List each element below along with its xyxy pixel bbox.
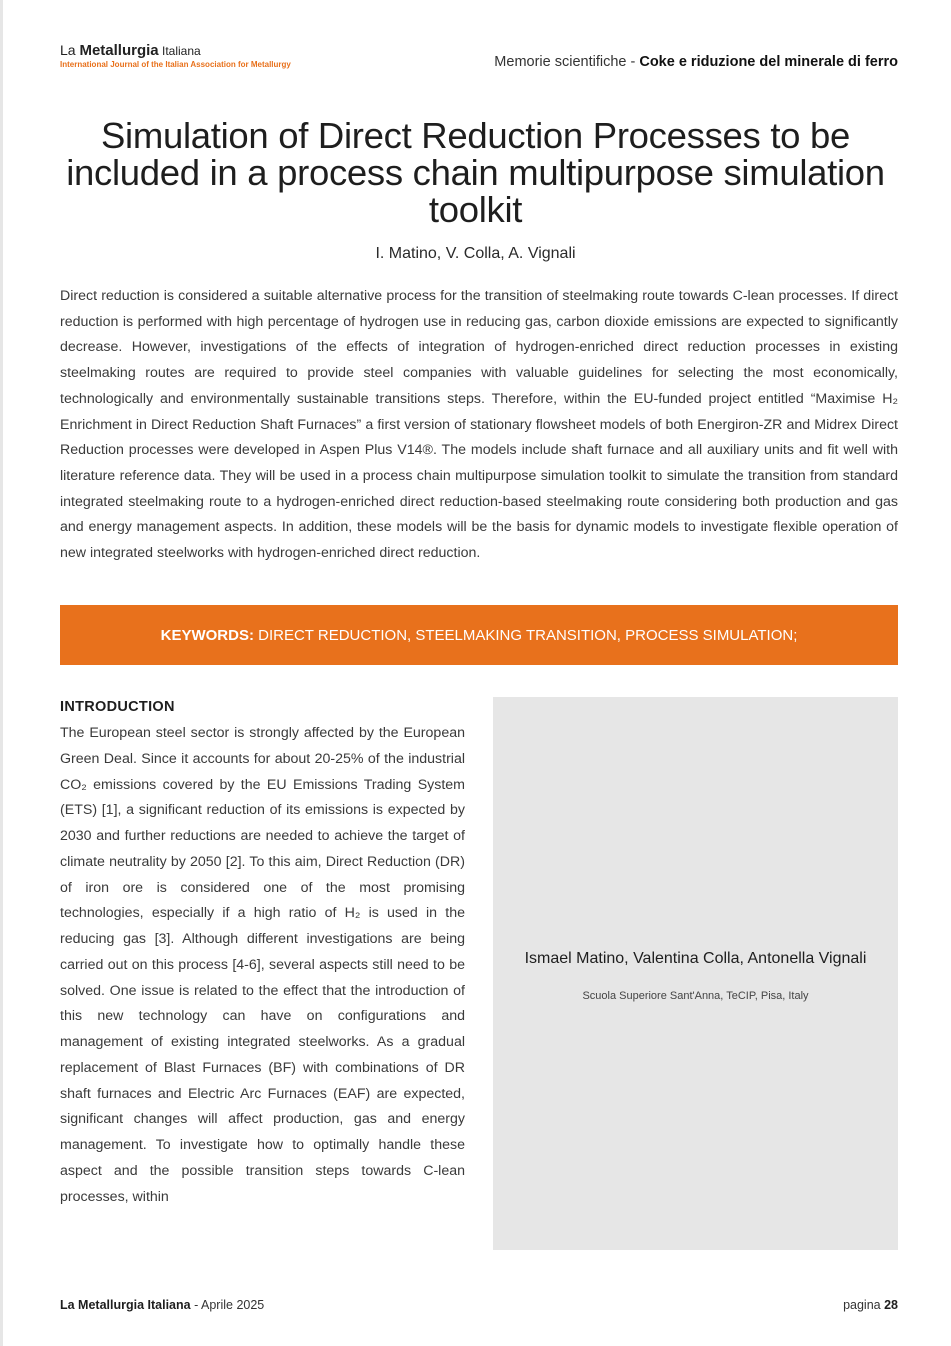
footer-issue: - Aprile 2025 — [190, 1298, 265, 1312]
author-info-panel — [493, 697, 898, 1250]
footer-page-label: pagina — [843, 1298, 885, 1312]
logo-wordmark — [60, 42, 291, 59]
footer-journal — [60, 1298, 264, 1312]
page-edge-rule — [0, 0, 3, 1346]
logo-suffix: Italiana — [158, 44, 201, 58]
logo-prefix: La — [60, 42, 80, 58]
keywords-label: KEYWORDS: — [160, 626, 254, 644]
footer-page-number: 28 — [884, 1298, 898, 1312]
section-header — [494, 54, 898, 70]
section-label: Memorie scientifiche - — [494, 54, 640, 70]
article-title: Simulation of Direct Reduction Processes to be included in a process chain multipurpose simulation toolkit — [66, 115, 885, 230]
footer-journal-name: La Metallurgia Italiana — [60, 1298, 191, 1312]
section-topic: Coke e riduzione del minerale di ferro — [639, 54, 898, 70]
keywords-text — [161, 627, 798, 644]
footer-page — [843, 1298, 898, 1312]
abstract: Direct reduction is considered a suitable alternative process for the transition of steelmaking route towards C-lean processes. If direct reduction is performed with high percentage of hydrogen use in reducing gas, carbon dioxide emissions are expected to significantly decrease. However, investigations of the effects of integration of hydrogen-enriched direct reduction processes in existing steelmaking routes are required to provide steel companies with valuable guidelines for selecting the most economically, technologically and environmentally sustainable transitions steps. Therefore, within the EU-funded project entitled “Maximise H₂ Enrichment in Direct Reduction Shaft Furnaces” a first version of stationary flowsheet models of both Energiron-ZR and Midrex Direct Reduction processes were developed in Aspen Plus V14®. The models include shaft furnace and all auxiliary units and fit well with literature reference data. They will be used in a process chain multipurpose simulation toolkit to simulate the transition from standard integrated steelmaking route to a hydrogen-enriched direct reduction-based steelmaking route considering both production and gas and energy management aspects. In addition, these models will be the basis for dynamic models to investigate flexible operation of new integrated steelworks with hydrogen-enriched direct reduction. — [60, 288, 898, 562]
author-affiliation: Scuola Superiore Sant'Anna, TeCIP, Pisa, Italy — [582, 990, 809, 1002]
introduction-text: The European steel sector is strongly affected by the European Green Deal. Since it accounts for about 20-25% of the industrial CO₂ emissions covered by the EU Emissions Trading System (ETS) [1], a significant reduction of its emissions is expected by 2030 and further reductions are needed to achieve the target of climate neutrality by 2050 [2]. To this aim, Direct Reduction (DR) of iron ore is considered one of the most promising technologies, especially if a high ratio of H₂ is used in the reducing gas [3]. Although different investigations are being carried out on this process [4-6], several aspects still need to be solved. One issue is related to the effect that the introduction of this new technology can have on configurations and management of existing integrated steelworks. As a gradual replacement of Blast Furnaces (BF) with combinations of DR shaft furnaces and Electric Arc Furnaces (EAF) are expected, significant changes will affect production, gas and energy management. To investigate how to optimally handle these aspect and the possible transition steps towards C-lean processes, within — [60, 725, 465, 1205]
logo-subtitle: International Journal of the Italian Association for Metallurgy — [60, 60, 291, 69]
journal-logo — [60, 42, 291, 70]
keywords-banner — [60, 605, 898, 665]
article-authors: I. Matino, V. Colla, A. Vignali — [375, 245, 576, 262]
keywords-list: DIRECT REDUCTION, STEELMAKING TRANSITION, PROCESS SIMULATION; — [253, 626, 798, 644]
author-full-names: Ismael Matino, Valentina Colla, Antonella Vignali — [524, 950, 867, 967]
logo-main: Metallurgia — [79, 42, 159, 59]
introduction-heading: INTRODUCTION — [60, 699, 175, 715]
